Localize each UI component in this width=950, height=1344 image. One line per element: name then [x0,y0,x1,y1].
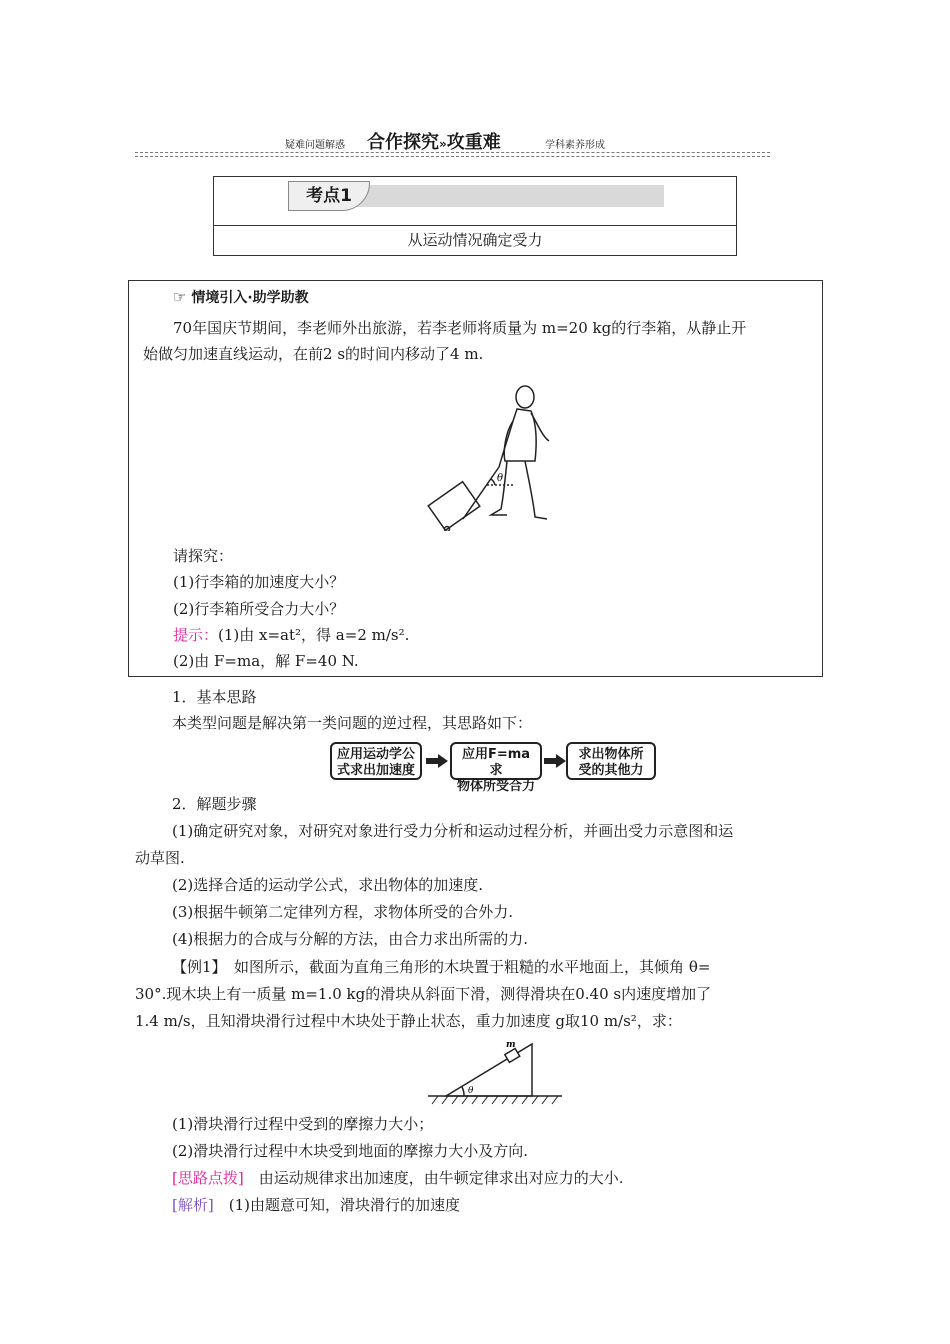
example-line-2: 30°.现木块上有一质量 m=1.0 kg的滑块从斜面下滑，测得滑块在0.40 s内速度增加了 [135,985,712,1003]
tip-label: [思路点拨] [172,1169,244,1187]
traveler-suitcase-figure [425,381,565,531]
flow-step-3-line1: 求出物体所 [578,747,644,762]
flow-step-1-line2: 式求出加速度 [336,763,415,778]
kaodian-box [213,176,737,256]
arrow-right-icon [544,754,566,768]
flow-step-3 [566,742,656,780]
example-line-1: 【例1】 如图所示，截面为直角三角形的木块置于粗糙的水平地面上，其倾角 θ= [172,958,711,976]
context-label-text: 情境引入·助学助教 [191,290,309,306]
basic-desc: 本类型问题是解决第一类问题的逆过程，其思路如下： [172,714,533,732]
example-line-3: 1.4 m/s，且知滑块滑行过程中木块处于静止状态，重力加速度 g取10 m/s²，求： [135,1012,682,1030]
example-q2: (2)滑块滑行过程中木块受到地面的摩擦力大小及方向. [172,1142,529,1160]
figure-theta2-label: θ [468,1086,474,1096]
header-title-part1: 合作探究 [367,132,439,153]
steps-title: 2．解题步骤 [172,795,257,813]
header-divider [135,152,770,157]
analysis-text: (1)由题意可知，滑块滑行的加速度 [228,1196,460,1214]
header-left-text: 疑难问题解惑 [285,140,345,151]
flow-step-3-line2: 受的其他力 [578,763,644,778]
header-main-title [367,128,501,154]
flow-step-1 [330,742,422,780]
example-tip [172,1168,624,1188]
pointing-hand-icon: ☞ [173,288,187,306]
context-hint-2: (2)由 F=ma，解 F=40 N. [173,652,359,670]
example-q1: (1)滑块滑行过程中受到的摩擦力大小； [172,1115,434,1133]
step-3: (3)根据牛顿第二定律列方程，求物体所受的合外力. [172,903,514,921]
kaodian-tab: 考点1 [288,181,370,211]
step-2: (2)选择合适的运动学公式，求出物体的加速度. [172,876,484,894]
context-q2: (2)行李箱所受合力大小？ [173,600,345,618]
figure-m-label: m [506,1040,516,1050]
tip-text: 由运动规律求出加速度，由牛顿定律求出对应力的大小. [258,1169,624,1187]
flowchart [330,742,660,794]
figure-theta-label: θ [497,473,504,484]
context-para-2: 始做匀加速直线运动，在前2 s的时间内移动了4 m. [143,345,484,363]
step-1b: 动草图. [135,849,185,867]
hint-label: 提示： [173,626,219,644]
kaodian-divider [214,225,736,226]
flow-step-2-line1: 应用F=ma求 [461,747,531,778]
example-analysis [172,1195,460,1215]
context-label [173,287,309,307]
section-header [135,128,770,158]
step-1a: (1)确定研究对象，对研究对象进行受力分析和运动过程分析，并画出受力示意图和运 [172,822,734,840]
context-para-1: 70年国庆节期间，李老师外出旅游，若李老师将质量为 m=20 kg的行李箱，从静止开 [173,319,747,337]
arrow-right-icon [426,754,448,768]
incline-figure [428,1038,563,1108]
flow-step-2-line2: 物体所受合力 [456,779,535,794]
hint-1-text: (1)由 x=at²，得 a=2 m/s². [218,626,410,644]
basic-title: 1．基本思路 [172,688,257,706]
flow-step-2 [450,742,542,794]
flow-step-1-line1: 应用运动学公 [336,747,415,762]
context-ask: 请探究： [173,547,234,565]
header-title-part2: 攻重难 [446,132,501,153]
header-arrow-icon: » [439,137,447,151]
context-q1: (1)行李箱的加速度大小？ [173,573,345,591]
kaodian-title: 从运动情况确定受力 [407,231,543,249]
header-right-text: 学科素养形成 [545,140,605,151]
analysis-label: [解析] [172,1196,214,1214]
context-box [128,280,823,677]
step-4: (4)根据力的合成与分解的方法，由合力求出所需的力. [172,930,529,948]
context-hint-1 [173,625,409,645]
